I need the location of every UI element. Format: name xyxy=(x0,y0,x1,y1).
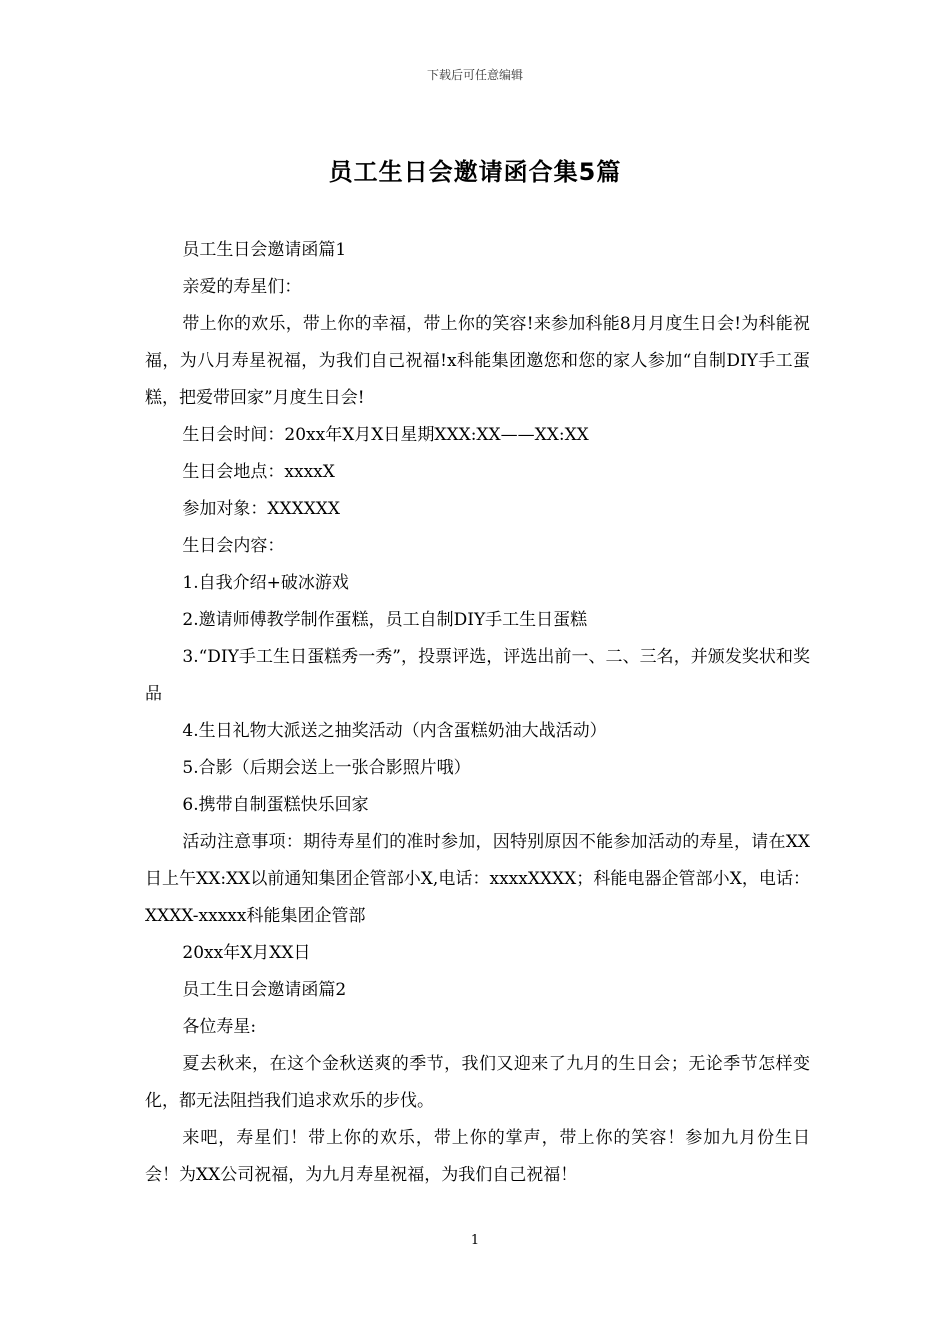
page-number: 1 xyxy=(470,1233,480,1248)
content-item-6: 6.携带自制蛋糕快乐回家 xyxy=(182,795,369,815)
section-heading-1: 员工生日会邀请函篇1 xyxy=(182,240,347,260)
content-item-4: 4.生日礼物大派送之抽奖活动（内含蛋糕奶油大战活动） xyxy=(182,721,607,741)
content-item-5: 5.合影（后期会送上一张合影照片哦） xyxy=(182,758,471,778)
content-item-2: 2.邀请师傅教学制作蛋糕，员工自制DIY手工生日蛋糕 xyxy=(182,610,588,630)
paragraph-autumn: 夏去秋来，在这个金秋送爽的季节，我们又迎来了九月的生日会；无论季节怎样变化，都无法阻挡我们追求欢乐的步伐。 xyxy=(145,1054,810,1111)
event-audience: 参加对象：XXXXXX xyxy=(182,499,341,519)
event-time: 生日会时间：20xx年X月X日星期XXX:XX——XX:XX xyxy=(182,425,589,445)
document-body xyxy=(145,232,810,1194)
event-content-label: 生日会内容： xyxy=(182,536,285,556)
greeting: 亲爱的寿星们： xyxy=(182,277,302,297)
notice-paragraph: 活动注意事项：期待寿星们的准时参加，因特别原因不能参加活动的寿星，请在XX日上午XX:XX以前通知集团企管部小X,电话：xxxxXXXX；科能电器企管部小X，电话：XXXX-xxxxx科能集团企管部 xyxy=(145,832,810,926)
intro-paragraph: 带上你的欢乐，带上你的幸福，带上你的笑容!来参加科能8月月度生日会!为科能祝福，为八月寿星祝福，为我们自己祝福!x科能集团邀您和您的家人参加“自制DIY手工蛋糕，把爱带回家”月度生日会! xyxy=(145,314,810,408)
paragraph-invite: 来吧，寿星们！带上你的欢乐，带上你的掌声，带上你的笑容！参加九月份生日会！为XX公司祝福，为九月寿星祝福，为我们自己祝福！ xyxy=(145,1128,810,1185)
document-title: 员工生日会邀请函合集5篇 xyxy=(328,158,622,186)
section-heading-2: 员工生日会邀请函篇2 xyxy=(182,980,347,1000)
content-item-1: 1.自我介绍+破冰游戏 xyxy=(182,573,349,593)
content-item-3: 3.“DIY手工生日蛋糕秀一秀”，投票评选，评选出前一、二、三名，并颁发奖状和奖品 xyxy=(145,647,810,704)
greeting-2: 各位寿星: xyxy=(182,1017,257,1037)
page-header: 下载后可任意编辑 xyxy=(426,68,523,82)
event-location: 生日会地点：xxxxX xyxy=(182,462,335,482)
date-line: 20xx年X月XX日 xyxy=(182,943,311,963)
